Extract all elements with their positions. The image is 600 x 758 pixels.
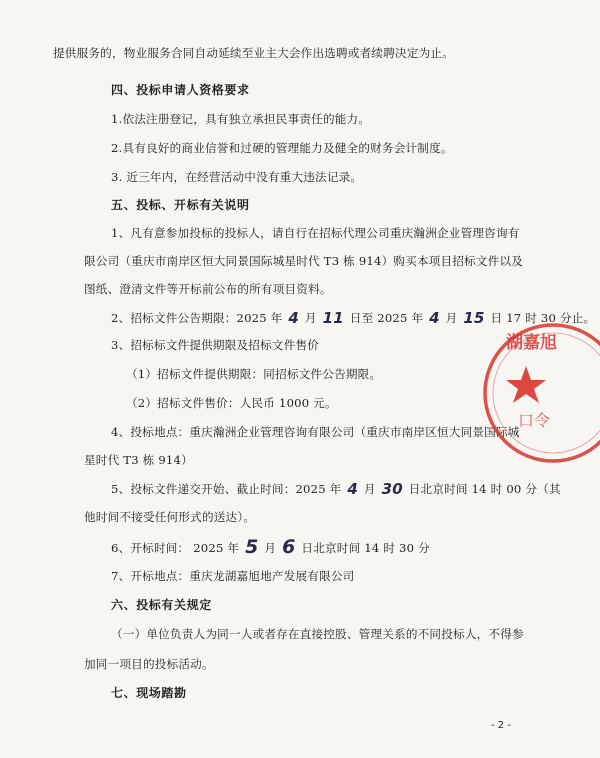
item-6-text-b: 月 — [264, 541, 277, 555]
item-2-text-d: 月 — [445, 311, 458, 325]
qualification-2: 2.具有良好的商业信誉和过硬的管理能力及健全的财务会计制度。 — [111, 141, 453, 155]
page-number: - 2 - — [491, 720, 511, 731]
seal-text-lower: 口令 — [518, 411, 551, 430]
item-5-text-b: 月 — [363, 482, 376, 496]
handwritten-month-4: 5 — [245, 536, 259, 558]
section-heading-6: 六、投标有关规定 — [111, 598, 212, 612]
handwritten-day-2: 15 — [463, 309, 485, 327]
item-6-opening-time — [111, 538, 430, 556]
handwritten-day-3: 30 — [381, 480, 403, 498]
item-3: 3、招标标文件提供期限及招标文件售价 — [111, 338, 320, 352]
seal-star-icon — [506, 366, 546, 403]
item-7: 7、开标地点：重庆龙湖嘉旭地产发展有限公司 — [111, 569, 355, 583]
company-seal-stamp — [478, 318, 600, 468]
item-1-line-3: 图纸、澄清文件等开标前公布的所有项目资料。 — [84, 282, 332, 296]
item-5-text-c: 日北京时间 14 时 00 分（其 — [408, 482, 561, 496]
rule-1-line-2: 加同一项目的投标活动。 — [84, 657, 214, 671]
section-heading-5: 五、投标、开标有关说明 — [111, 198, 250, 212]
handwritten-month-1: 4 — [288, 309, 300, 327]
item-6-text-c: 日北京时间 14 时 30 分 — [301, 541, 430, 555]
item-1-line-1: 1、凡有意参加投标的投标人，请自行在招标代理公司重庆瀚洲企业管理咨询有 — [111, 226, 520, 240]
item-5-line-2: 他时间不接受任何形式的送达）。 — [84, 510, 256, 524]
qualification-1: 1.依法注册登记，具有独立承担民事责任的能力。 — [111, 112, 371, 126]
handwritten-month-3: 4 — [347, 480, 358, 498]
handwritten-day-1: 11 — [322, 309, 344, 327]
item-6-text-a: 6、开标时间： 2025 年 — [111, 541, 240, 555]
item-4-line-2: 星时代 T3 栋 914） — [84, 453, 193, 467]
handwritten-month-2: 4 — [429, 309, 440, 327]
seal-text: 湖嘉旭 — [506, 333, 557, 353]
item-2-text-c: 日至 2025 年 — [349, 311, 424, 325]
handwritten-day-4: 6 — [282, 536, 296, 558]
item-2-text-e: 日 17 时 30 分止。 — [490, 311, 596, 325]
item-2-text-a: 2、招标文件公告期限：2025 年 — [111, 311, 283, 325]
item-2-text-b: 月 — [304, 311, 317, 325]
item-3-1: （1）招标文件提供期限：同招标文件公告期限。 — [126, 367, 382, 381]
section-heading-4: 四、投标申请人资格要求 — [111, 83, 250, 97]
qualification-3: 3. 近三年内，在经营活动中没有重大违法记录。 — [111, 170, 363, 184]
paragraph-continuation: 提供服务的，物业服务合同自动延续至业主大会作出选聘或者续聘决定为止。 — [53, 46, 454, 60]
item-5-text-a: 5、投标文件递交开始、截止时间：2025 年 — [111, 482, 342, 496]
item-1-line-2: 限公司（重庆市南岸区恒大同景国际城星时代 T3 栋 914）购买本项目招标文件以及 — [84, 254, 524, 268]
item-3-2: （2）招标文件售价：人民币 1000 元。 — [126, 396, 337, 410]
rule-1-line-1: （一）单位负责人为同一人或者存在直接控股、管理关系的不同投标人，不得参 — [111, 627, 524, 641]
item-4-line-1: 4、投标地点：重庆瀚洲企业管理咨询有限公司（重庆市南岸区恒大同景国际城 — [111, 425, 520, 439]
section-heading-7: 七、现场踏勘 — [111, 686, 187, 700]
item-5-line-1 — [111, 480, 561, 497]
